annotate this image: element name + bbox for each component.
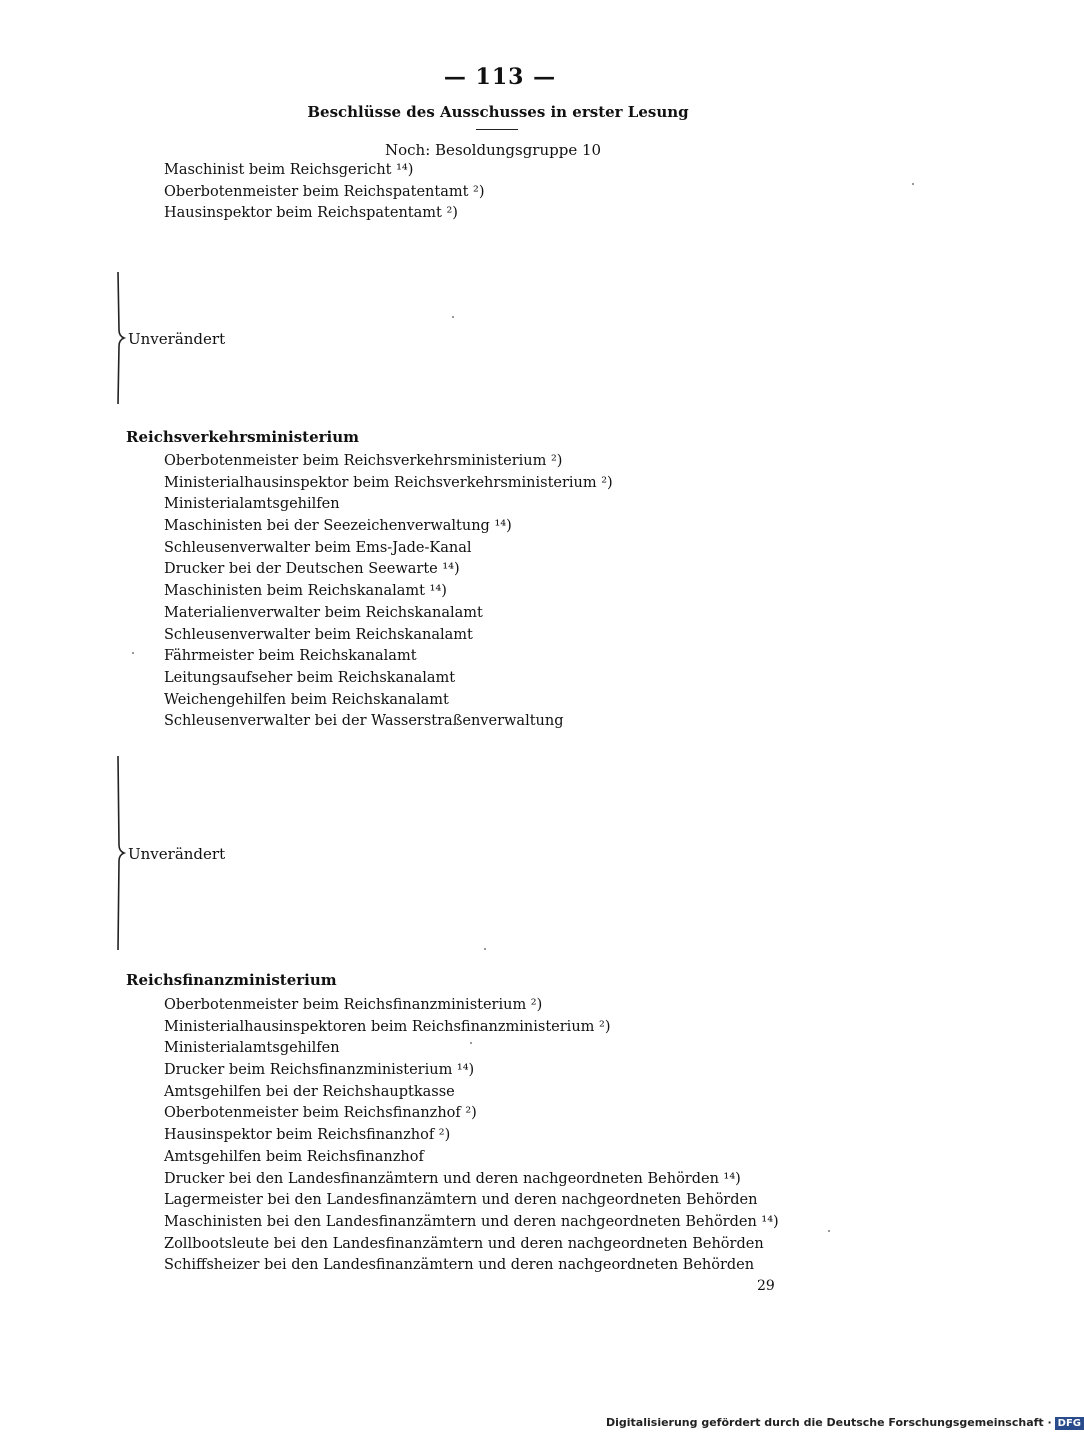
heading-divider (476, 129, 518, 130)
list-item: Ministerialamtsgehilfen (164, 496, 340, 513)
scan-speck (470, 1042, 472, 1044)
list-item: Hausinspektor beim Reichspatentamt ²) (164, 205, 458, 222)
list-item: Amtsgehilfen beim Reichsfinanzhof (164, 1148, 424, 1165)
digitization-footer (606, 1416, 1084, 1430)
list-item: Maschinist beim Reichsgericht ¹⁴) (164, 162, 414, 178)
list-item: Drucker beim Reichsfinanzministerium ¹⁴) (164, 1062, 475, 1079)
footer-text: Digitalisierung gefördert durch die Deutsche Forschungsgemeinschaft · (606, 1416, 1052, 1429)
list-item: Drucker bei der Deutschen Seewarte ¹⁴) (164, 561, 460, 578)
scan-speck (912, 183, 914, 185)
list-item: Oberbotenmeister beim Reichspatentamt ²) (164, 183, 485, 200)
scan-speck (484, 948, 486, 950)
list-item: Lagermeister bei den Landesfinanzämtern und deren nachgeordneten Behörden (164, 1192, 758, 1209)
list-item: Oberbotenmeister beim Reichsverkehrsministerium ²) (164, 453, 563, 469)
unchanged-label: Unverändert (128, 845, 226, 863)
list-item: Oberbotenmeister beim Reichsfinanzhof ²) (164, 1105, 477, 1122)
list-item: Oberbotenmeister beim Reichsfinanzministerium ²) (164, 997, 543, 1013)
list-item: Schleusenverwalter beim Reichskanalamt (164, 626, 473, 643)
list-item: Schiffsheizer bei den Landesfinanzämtern und deren nachgeordneten Behörden (164, 1257, 755, 1274)
list-item: Schleusenverwalter beim Ems-Jade-Kanal (164, 539, 472, 556)
list-item: Leitungsaufseher beim Reichskanalamt (164, 669, 456, 686)
scan-speck (828, 1230, 830, 1232)
section-entry-list (164, 451, 613, 733)
list-item: Schleusenverwalter bei der Wasserstraßenverwaltung (164, 713, 564, 730)
page-heading: Beschlüsse des Ausschusses in erster Lesung (307, 103, 689, 121)
list-item: Ministerialamtsgehilfen (164, 1040, 340, 1057)
page-number: — 113 — (443, 64, 557, 90)
list-item: Ministerialhausinspektor beim Reichsverkehrsministerium ²) (164, 474, 613, 491)
sheet-number: 29 (757, 1278, 775, 1294)
list-item: Maschinisten bei den Landesfinanzämtern und deren nachgeordneten Behörden ¹⁴) (164, 1213, 779, 1230)
pay-group-subheading: Noch: Besoldungsgruppe 10 (385, 141, 602, 159)
list-item: Fährmeister beim Reichskanalamt (164, 648, 417, 665)
scan-speck (132, 652, 134, 654)
list-item: Hausinspektor beim Reichsfinanzhof ²) (164, 1127, 451, 1144)
section-entry-list (164, 995, 779, 1277)
section-title: Reichsverkehrsministerium (126, 428, 360, 446)
section-title: Reichsfinanzministerium (126, 971, 337, 989)
list-item: Zollbootsleute bei den Landesfinanzämtern und deren nachgeordneten Behörden (164, 1235, 764, 1252)
list-item: Amtsgehilfen bei der Reichshauptkasse (164, 1083, 455, 1100)
dfg-logo-icon: DFG (1055, 1417, 1084, 1430)
list-item: Maschinisten beim Reichskanalamt ¹⁴) (164, 583, 447, 600)
scan-speck (452, 316, 454, 318)
list-item: Weichengehilfen beim Reichskanalamt (164, 691, 449, 708)
list-item: Maschinisten bei der Seezeichenverwaltung ¹⁴) (164, 518, 512, 535)
list-item: Materialienverwalter beim Reichskanalamt (164, 604, 483, 621)
unchanged-label: Unverändert (128, 330, 226, 348)
list-item: Ministerialhausinspektoren beim Reichsfinanzministerium ²) (164, 1018, 611, 1035)
top-entry-list (164, 160, 485, 225)
brace-bracket (116, 756, 126, 950)
list-item: Drucker bei den Landesfinanzämtern und deren nachgeordneten Behörden ¹⁴) (164, 1170, 741, 1187)
brace-bracket (116, 272, 126, 404)
